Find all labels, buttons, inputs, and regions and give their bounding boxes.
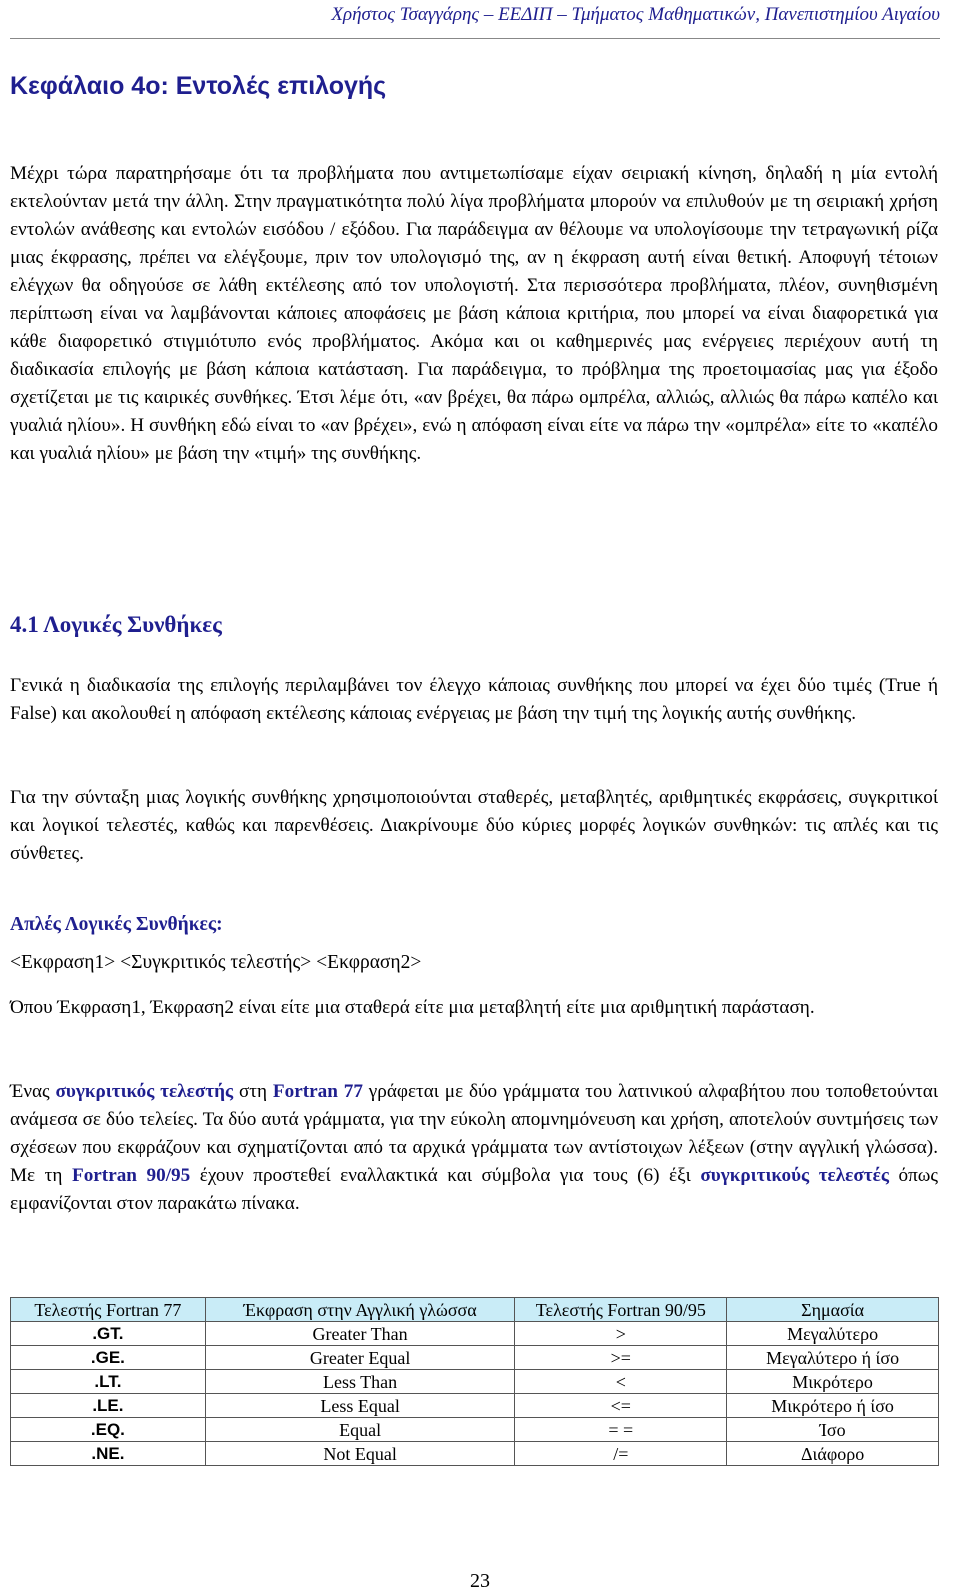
table-cell-fortran77: .GT. [11, 1322, 206, 1346]
section-paragraph-1: Γενικά η διαδικασία της επιλογής περιλαμβάνει τον έλεγχο κάποιας συνθήκης που μπορεί να έχει δύο τιμές (True ή False) και ακολουθεί η απόφαση εκτέλεσης κάποιας ενέργειας με βάση την τιμή της λογικής αυτής συνθήκης. [10, 675, 938, 724]
table-cell-meaning: Μεγαλύτερο [727, 1322, 939, 1346]
table-cell-fortran77: .NE. [11, 1442, 206, 1466]
chapter-intro-paragraph: Μέχρι τώρα παρατηρήσαμε ότι τα προβλήματα που αντιμετωπίσαμε είχαν σειριακή κίνηση, δηλαδή η μία εντολή εκτελούνταν μετά την άλλη. Στην πραγματικότητα πολύ λίγα προβλήματα μπορούν να επιλυθούν με τη σειριακή χρήση εντολών ανάθεσης και εντολών εισόδου / εξόδου. Για παράδειγμα αν θέλουμε να υπολογίσουμε την τετραγωνική ρίζα μιας έκφρασης, πρέπει να ελέγξουμε, πριν τον υπολογισμό της, αν η έκφραση αυτή είναι θετική. Αποφυγή τέτοιων ελέγχων θα οδηγούσε σε λάθη εκτέλεσης από τον υπολογιστή. Στα περισσότερα προβλήματα, πλέον, συνηθισμένη περίπτωση είναι να λαμβάνονται κάποιες αποφάσεις με βάση κάποια κριτήρια, που μπορεί να είναι διαφορετικά για κάθε διαφορετικό στιγμιότυπο ενός προβλήματος. Ακόμα και οι καθημερινές μας ενέργειες περιέχουν αυτή τη διαδικασία επιλογής με βάση κάποια κατάσταση. Για παράδειγμα, το πρόβλημα της προετοιμασίας μας για έξοδο σχετίζεται με τις καιρικές συνθήκες. Έτσι λέμε ότι, «αν βρέχει, θα πάρω ομπρέλα, αλλιώς, αλλιώς θα πάρω καπέλο και γυαλιά ηλίου». Η συνθήκη εδώ είναι το «αν βρέχει», ενώ η απόφαση είναι είτε να πάρω την «ομπρέλα» είτε το «καπέλο και γυαλιά ηλίου» με βάση την «τιμή» της συνθήκης. [10, 163, 938, 464]
table-cell-english: Equal [205, 1418, 515, 1442]
table-cell-fortran77: .EQ. [11, 1418, 206, 1442]
operators-table [10, 1297, 939, 1466]
page-number: 23 [470, 1570, 490, 1592]
table-cell-english: Greater Equal [205, 1346, 515, 1370]
table-row [11, 1394, 939, 1418]
table-cell-meaning: Μικρότερο [727, 1370, 939, 1394]
syntax-line: <Εκφραση1> <Συγκριτικός τελεστής> <Εκφραση2> [10, 952, 422, 973]
table-cell-fortran9095: = = [515, 1418, 727, 1442]
table-header-row [11, 1298, 939, 1322]
table-cell-fortran9095: /= [515, 1442, 727, 1466]
table-header-cell: Τελεστής Fortran 77 [11, 1298, 206, 1322]
chapter-title: Κεφάλαιο 4ο: Εντολές επιλογής [10, 72, 387, 100]
table-cell-fortran9095: < [515, 1370, 727, 1394]
table-row [11, 1346, 939, 1370]
para4-term-fortran77: Fortran 77 [272, 1081, 363, 1102]
table-row [11, 1442, 939, 1466]
running-header: Χρήστος Τσαγγάρης – ΕΕΔΙΠ – Τμήματος Μαθηματικών, Πανεπιστημίου Αιγαίου [331, 4, 940, 25]
table-cell-fortran9095: <= [515, 1394, 727, 1418]
table-cell-english: Not Equal [205, 1442, 515, 1466]
header-divider [10, 38, 940, 39]
table-cell-fortran9095: > [515, 1322, 727, 1346]
section-title: 4.1 Λογικές Συνθήκες [10, 612, 222, 637]
table-row [11, 1418, 939, 1442]
para4-term-fortran9095: Fortran 90/95 [71, 1165, 191, 1186]
table-cell-english: Less Equal [205, 1394, 515, 1418]
table-cell-english: Greater Than [205, 1322, 515, 1346]
table-cell-meaning: Μεγαλύτερο ή ίσο [727, 1346, 939, 1370]
table-cell-english: Less Than [205, 1370, 515, 1394]
section-paragraph-3: Όπου Έκφραση1, Έκφραση2 είναι είτε μια σταθερά είτε μια μεταβλητή είτε μια αριθμητική παράσταση. [10, 997, 815, 1018]
table-header-cell: Σημασία [727, 1298, 939, 1322]
table-row [11, 1322, 939, 1346]
table-cell-meaning: Διάφορο [727, 1442, 939, 1466]
table-header-cell: Τελεστής Fortran 90/95 [515, 1298, 727, 1322]
section-paragraph-4 [10, 1078, 938, 1218]
simple-conditions-title: Απλές Λογικές Συνθήκες: [10, 914, 223, 935]
para4-term-comparison-operators: συγκριτικούς τελεστές [700, 1165, 889, 1186]
table-cell-fortran77: .GE. [11, 1346, 206, 1370]
para4-text-4: έχουν προστεθεί εναλλακτικά και σύμβολα για τους (6) έξι [190, 1165, 701, 1186]
table-row [11, 1370, 939, 1394]
table-cell-meaning: Μικρότερο ή ίσο [727, 1394, 939, 1418]
para4-text-2: στη [233, 1081, 273, 1102]
para4-text-5: όπως εμφανίζονται στον παρακάτω πίνακα. [10, 1165, 938, 1214]
section-paragraph-2: Για την σύνταξη μιας λογικής συνθήκης χρησιμοποιούνται σταθερές, μεταβλητές, αριθμητικές εκφράσεις, συγκριτικοί και λογικοί τελεστές, καθώς και παρενθέσεις. Διακρίνουμε δύο κύριες μορφές λογικών συνθηκών: τις απλές και τις σύνθετες. [10, 787, 938, 864]
para4-term-comparison-operator: συγκριτικός τελεστής [55, 1081, 234, 1102]
table-cell-meaning: Ίσο [727, 1418, 939, 1442]
table-cell-fortran9095: >= [515, 1346, 727, 1370]
table-header-cell: Έκφραση στην Αγγλική γλώσσα [205, 1298, 515, 1322]
para4-text-1: Ένας [10, 1081, 56, 1102]
para4-text-3: γράφεται με δύο γράμματα του λατινικού αλφαβήτου που τοποθετούνται ανάμεσα σε δύο τελείες. Τα δύο αυτά γράμματα, για την εύκολη απομνημόνευση και χρήση, αποτελούν συντμήσεις των σχέσεων που εκφράζουν και σχηματίζονται από τα αρχικά γράμματα των αντίστοιχων λέξεων (στην αγγλική γλώσσα). Με τη [10, 1081, 938, 1186]
table-cell-fortran77: .LT. [11, 1370, 206, 1394]
table-cell-fortran77: .LE. [11, 1394, 206, 1418]
